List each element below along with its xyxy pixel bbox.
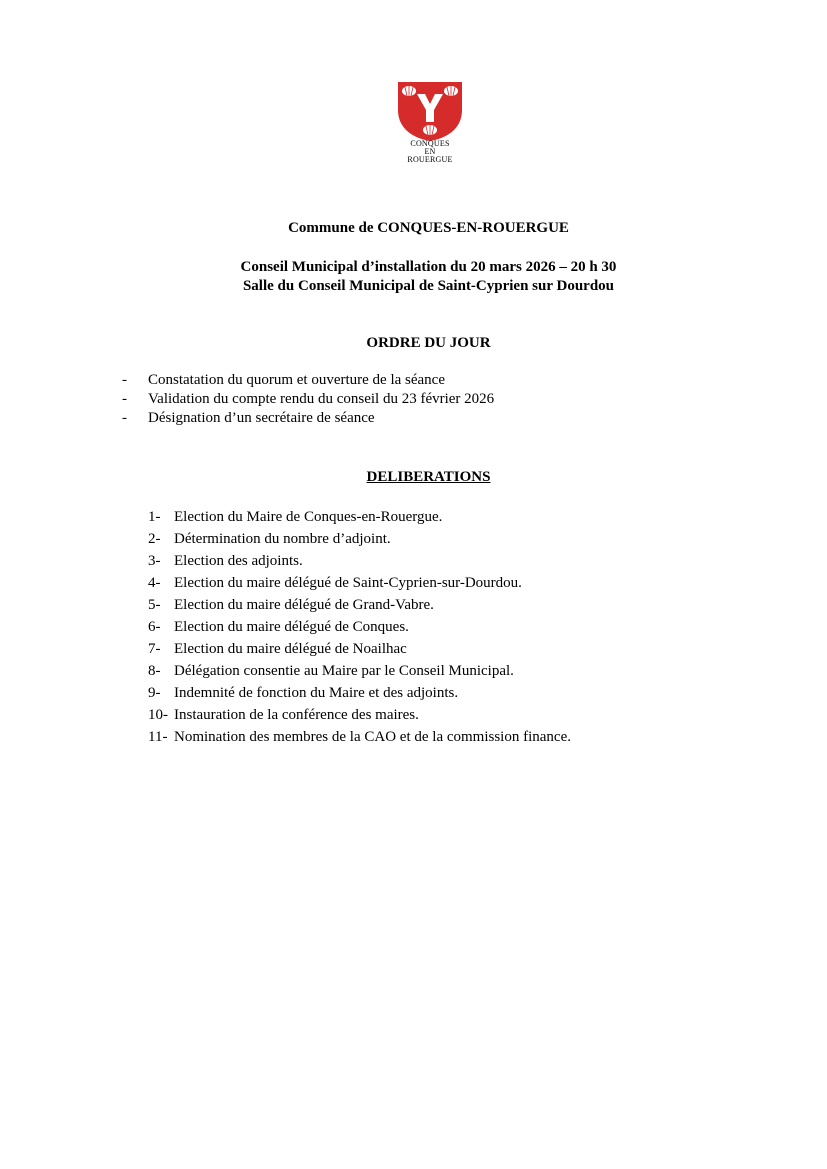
agenda-list: [122, 371, 494, 428]
item-number: 3-: [148, 553, 161, 569]
deliberation-text: Election du maire délégué de Saint-Cyprien-sur-Dourdou.: [174, 575, 522, 591]
deliberation-item: [148, 638, 571, 660]
deliberation-item: [148, 660, 571, 682]
item-number: 5-: [148, 597, 161, 613]
agenda-item: [122, 371, 494, 390]
meeting-location: Salle du Conseil Municipal de Saint-Cyprien sur Dourdou: [242, 278, 615, 294]
deliberation-item: [148, 682, 571, 704]
agenda-title: ORDRE DU JOUR: [366, 335, 491, 351]
deliberation-item: [148, 550, 571, 572]
deliberation-text: Election du maire délégué de Conques.: [174, 619, 409, 635]
item-number: 8-: [148, 663, 161, 679]
coat-of-arms-icon: [392, 80, 468, 142]
agenda-item: [122, 409, 494, 428]
deliberation-text: Election du Maire de Conques-en-Rouergue.: [174, 509, 443, 525]
agenda-item-text: Désignation d’un secrétaire de séance: [148, 410, 375, 426]
deliberation-item: [148, 704, 571, 726]
item-number: 7-: [148, 641, 161, 657]
logo-text-line3: ROUERGUE: [407, 155, 453, 164]
item-number: 6-: [148, 619, 161, 635]
logo-text-line2: EN: [424, 147, 436, 156]
deliberation-item: [148, 506, 571, 528]
deliberation-item: [148, 616, 571, 638]
deliberation-text: Délégation consentie au Maire par le Conseil Municipal.: [174, 663, 514, 679]
item-number: 11-: [148, 729, 168, 745]
deliberation-text: Instauration de la conférence des maires.: [174, 707, 419, 723]
item-number: 9-: [148, 685, 161, 701]
logo-text-line1: CONQUES: [410, 139, 450, 148]
deliberation-item: [148, 726, 571, 748]
deliberation-text: Nomination des membres de la CAO et de la commission finance.: [174, 729, 571, 745]
list-dash: -: [122, 391, 127, 407]
agenda-item-text: Validation du compte rendu du conseil du 23 février 2026: [148, 391, 495, 407]
item-number: 10-: [148, 707, 168, 723]
deliberation-item: [148, 528, 571, 550]
item-number: 2-: [148, 531, 161, 547]
commune-logo: [392, 80, 468, 166]
list-dash: -: [122, 372, 127, 388]
list-dash: -: [122, 410, 127, 426]
deliberation-text: Election du maire délégué de Grand-Vabre.: [174, 597, 434, 613]
item-number: 4-: [148, 575, 161, 591]
meeting-title: Conseil Municipal d’installation du 20 mars 2026 – 20 h 30: [240, 259, 617, 275]
deliberations-list: [148, 506, 571, 748]
agenda-item-text: Constatation du quorum et ouverture de la séance: [148, 372, 445, 388]
deliberation-item: [148, 594, 571, 616]
commune-title: Commune de CONQUES-EN-ROUERGUE: [288, 220, 569, 236]
deliberation-text: Indemnité de fonction du Maire et des adjoints.: [174, 685, 459, 701]
agenda-item: [122, 390, 494, 409]
deliberation-text: Election des adjoints.: [174, 553, 303, 569]
item-number: 1-: [148, 509, 161, 525]
deliberations-title: DELIBERATIONS: [366, 469, 491, 485]
deliberation-item: [148, 572, 571, 594]
deliberation-text: Détermination du nombre d’adjoint.: [174, 531, 391, 547]
deliberation-text: Election du maire délégué de Noailhac: [174, 641, 407, 657]
